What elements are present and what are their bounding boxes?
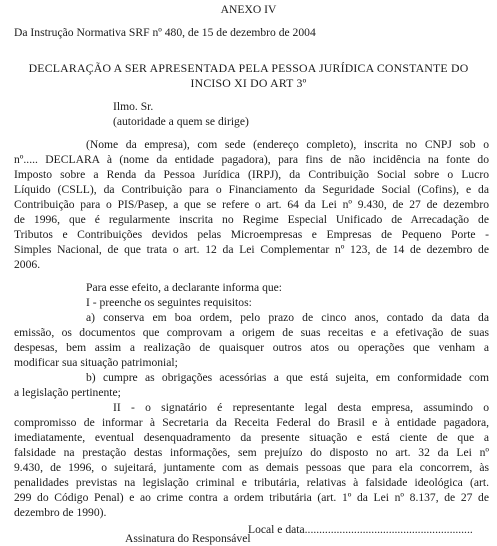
paragraph2-line: modificar sua situação patrimonial; bbox=[14, 356, 178, 369]
paragraph2-line: Para esse efeito, a declarante informa que: bbox=[86, 281, 283, 294]
paragraph2-line: a legislação pertinente; bbox=[14, 386, 121, 399]
paragraph1-line: Simples Nacional, de que trata o art. 12 da Lei Complementar nº 123, de 14 de dezembro de bbox=[14, 243, 489, 256]
paragraph2-line: 299 do Código Penal) e ao crime contra a ordem tributária (art. 1º da Lei nº 8.137, de 27 de bbox=[14, 491, 489, 504]
paragraph1-line: Tributos e Contribuições devidos pelas Microempresas e Empresas de Pequeno Porte - bbox=[14, 228, 489, 241]
paragraph2-line: penalidades previstas na legislação criminal e tributária, relativas à falsidade ideológica (art. bbox=[14, 476, 489, 489]
paragraph2-line: compromisso de informar à Secretaria da Receita Federal do Brasil e à entidade pagadora, bbox=[14, 416, 489, 429]
paragraph2-line: despesas, bem assim a realização de quaisquer outros atos ou operações que venham a bbox=[14, 341, 489, 354]
paragraph2-line: 9.430, de 1996, o sujeitará, juntamente com as demais pessoas que para ela concorrem, às bbox=[14, 461, 489, 474]
annex-title: ANEXO IV bbox=[220, 3, 277, 16]
paragraph2-line: a) conserva em boa ordem, pelo prazo de cinco anos, contado da data da bbox=[86, 311, 489, 324]
paragraph2-line: b) cumpre as obrigações acessórias a que está sujeita, em conformidade com bbox=[86, 371, 489, 384]
paragraph1-line: Contribuição para o PIS/Pasep, a que se refere o art. 64 da Lei nº 9.430, de 27 de dezembro bbox=[14, 198, 489, 211]
paragraph1-line: de 1996, que é regularmente inscrita no Regime Especial Unificado de Arrecadação de bbox=[14, 213, 489, 226]
paragraph2-line: falsidade na prestação destas informações, sem prejuízo do disposto no art. 32 da Lei nº bbox=[14, 446, 489, 459]
paragraph2-line: I - preenche os seguintes requisitos: bbox=[86, 296, 252, 309]
declaration-title-line-1: DECLARAÇÃO A SER APRESENTADA PELA PESSOA JURÍDICA CONSTANTE DO bbox=[28, 61, 469, 75]
paragraph2-line: imediatamente, eventual desenquadramento da presente situação e está ciente de que a bbox=[14, 431, 489, 444]
paragraph2-line: emissão, os documentos que comprovam a origem de suas receitas e a efetivação de suas bbox=[14, 326, 489, 339]
paragraph2-line: II - o signatário é representante legal desta empresa, assumindo o bbox=[113, 401, 489, 414]
paragraph1-line: Líquido (CSLL), da Contribuição para o Financiamento da Seguridade Social (Cofins), e da bbox=[14, 183, 489, 196]
paragraph1-line: Imposto sobre a Renda da Pessoa Jurídica (IRPJ), da Contribuição Social sobre o Lucro bbox=[14, 168, 489, 181]
document-subtitle: Da Instrução Normativa SRF nº 480, de 15 de dezembro de 2004 bbox=[14, 26, 316, 39]
declaration-title-line-2: INCISO XI DO ART 3º bbox=[190, 76, 307, 90]
paragraph1-line: (Nome da empresa), com sede (endereço completo), inscrita no CNPJ sob o bbox=[86, 138, 489, 151]
salutation: Ilmo. Sr. bbox=[113, 100, 154, 113]
paragraph2-line: dezembro de 1990). bbox=[14, 506, 107, 519]
signature-label: Assinatura do Responsável bbox=[125, 532, 251, 545]
paragraph1-line: 2006. bbox=[14, 258, 41, 271]
addressee-placeholder: (autoridade a quem se dirige) bbox=[113, 115, 249, 128]
place-and-date-field: Local e data.......................................................... bbox=[248, 523, 473, 536]
paragraph1-line: nº..... DECLARA à (nome da entidade pagadora), para fins de não incidência na fonte do bbox=[14, 153, 489, 166]
